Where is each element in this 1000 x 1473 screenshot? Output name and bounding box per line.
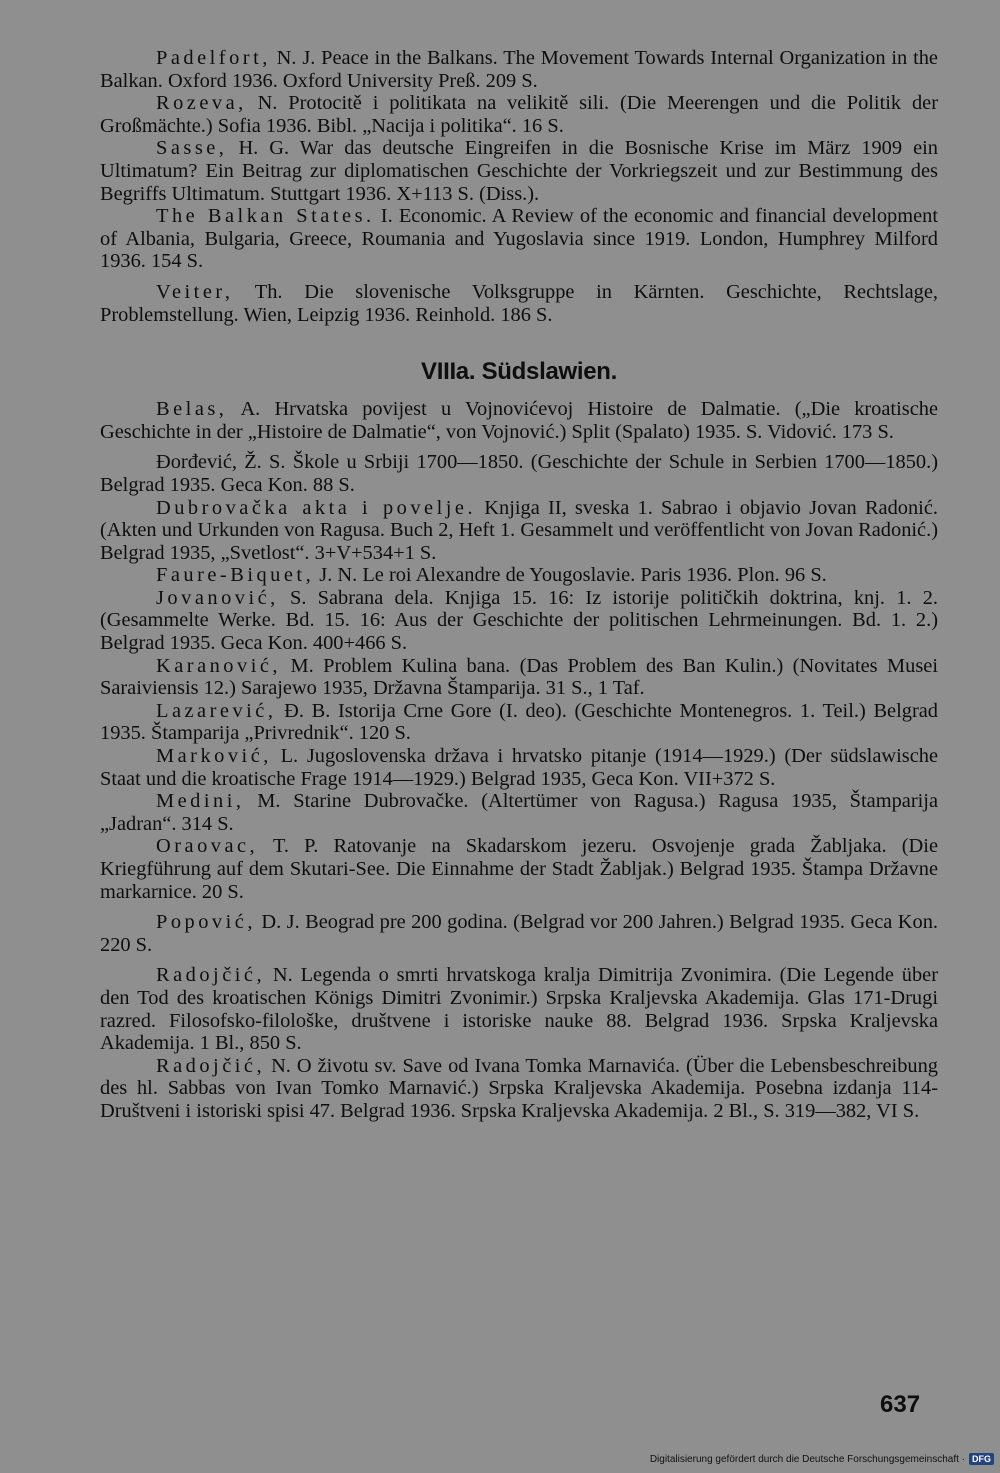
bibliography-entry [100,911,938,956]
entry-text: M. Problem Kulina bana. (Das Problem des Ban Kulin.) (Novitates Musei Saraiviensis 12.) Sarajewo 1935, Državna Štamparija. 31 S., 1 Taf. [100,654,938,700]
bibliography-entry [100,398,938,443]
entry-author: Jovanović, [156,586,279,609]
entry-author: Padelfort, [156,47,271,69]
bibliography-entry [100,281,938,326]
entry-author: Oraovac, [156,835,259,858]
entry-author: Popović, [156,911,256,934]
entry-text: L. Jugoslovenska država i hrvatsko pitanje (1914—1929.) (Der südslawische Staat und die kroatische Frage 1914—1929.) Belgrad 1935, Geca Kon. VII+372 S. [100,745,938,790]
footer-credit [650,1453,994,1465]
bibliography-list-section [100,398,938,1122]
bibliography-entry [100,92,938,137]
entry-text: Knjiga II, sveska 1. Sabrao i objavio Jovan Radonić. (Akten und Urkunden von Ragusa. Buch 2, Heft 1. Gesammelt und veröffentlicht von Jovan Radonić.) Belgrad 1935, „Svetlost“. 3+V+534+1 S. [100,496,938,564]
entry-author: Karanović, [156,654,282,677]
entry-text: T. P. Ratovanje na Skadarskom jezeru. Osvojenje grada Žabljaka. (Die Kriegführung auf dem Skutari-See. Die Einnahme der Stadt Žabljak.) Belgrad 1935. Štampa Državne markarnice. 20 S. [100,835,938,903]
entry-text: Đorđević, Ž. S. Škole u Srbiji 1700—1850. (Geschichte der Schule in Serbien 1700—1850.) Belgrad 1935. Geca Kon. 88 S. [100,451,938,496]
entry-author: The Balkan States. [156,205,375,228]
entry-author: Veiter, [156,280,234,303]
bibliography-entry [100,137,938,205]
entry-author: Radojčić, [156,1054,266,1077]
footer-text: Digitalisierung gefördert durch die Deutsche Forschungsgemeinschaft · [649,1453,965,1465]
page-content [100,47,938,1123]
entry-text: N. O životu sv. Save od Ivana Tomka Marnavića. (Über die Lebensbeschreibung des hl. Sabbas von Ivan Tomko Marnavić.) Srpska Kraljevska Akademija. Posebna izdanja 114-Društveni i istoriski spisi 47. Belgrad 1936. Srpska Kraljevska Akademija. 2 Bl., S. 319—382, VI S. [100,1054,938,1122]
dfg-logo-icon: DFG [969,1453,994,1465]
entry-author: Rozeva, [156,92,247,115]
bibliography-entry [100,497,938,565]
bibliography-entry [100,745,938,790]
entry-text: J. N. Le roi Alexandre de Yougoslavie. Paris 1936. Plon. 96 S. [314,564,827,587]
page-number: 637 [880,1391,921,1418]
entry-author: Marković, [156,745,272,768]
bibliography-entry [100,1055,938,1123]
entry-author: Sasse, [156,137,228,160]
entry-text: Th. Die slovenische Volksgruppe in Kärnten. Geschichte, Rechtslage, Problemstellung. Wien, Leipzig 1936. Reinhold. 186 S. [100,280,938,326]
entry-author: Medini, [156,790,245,813]
entry-text: A. Hrvatska povijest u Vojnovićevoj Histoire de Dalmatie. („Die kroatische Geschichte in der „Histoire de Dalmatie“, von Vojnović.) Split (Spalato) 1935. S. Vidović. 173 S. [100,398,938,443]
entry-author: Faure-Biquet, [156,564,315,587]
bibliography-entry [100,205,938,273]
bibliography-entry [100,564,938,587]
bibliography-entry [100,835,938,903]
entry-author: Lazarević, [156,699,277,722]
entry-text: M. Starine Dubrovačke. (Altertümer von Ragusa.) Ragusa 1935, Štamparija „Jadran“. 314 S. [100,790,938,835]
section-heading: VIIIa. Südslawien. [421,358,617,386]
entry-author: Dubrovačka akta i povelje. [156,496,477,519]
bibliography-entry [100,47,938,92]
bibliography-entry [100,451,938,496]
entry-author: Radojčić, [156,964,266,987]
entry-text: I. Economic. A Review of the economic and financial development of Albania, Bulgaria, Greece, Roumania and Yugoslavia since 1919. London, Humphrey Milford 1936. 154 S. [100,205,938,273]
entry-author: Belas, [156,398,228,421]
bibliography-entry [100,964,938,1054]
bibliography-entry [100,700,938,745]
entry-text: N. Legenda o smrti hrvatskoga kralja Dimitrija Zvonimira. (Die Legende über den Tod des kroatischen Königs Dimitri Zvonimir.) Srpska Kraljevska Akademija. Glas 171-Drugi razred. Filosofsko-filološke, društvene i istoriske nauke 88. Belgrad 1936. Srpska Kraljevska Akademija. 1 Bl., 850 S. [100,964,938,1055]
bibliography-entry [100,655,938,700]
entry-text: S. Sabrana dela. Knjiga 15. 16: Iz istorije političkih doktrina, knj. 1. 2. (Gesammelte Werke. Bd. 15. 16: Aus der Geschichte der politischen Lehrmeinungen. Bd. 1. 2.) Belgrad 1935. Geca Kon. 400+466 S. [100,586,938,655]
bibliography-entry [100,587,938,655]
entry-text: N. J. Peace in the Balkans. The Movement Towards Internal Organization in the Balkan. Oxford 1936. Oxford University Preß. 209 S. [100,47,938,92]
entry-text: D. J. Beograd pre 200 godina. (Belgrad vor 200 Jahren.) Belgrad 1935. Geca Kon. 220 S. [100,911,938,956]
bibliography-entry [100,790,938,835]
entry-text: H. G. War das deutsche Eingreifen in die Bosnische Krise im März 1909 ein Ultimatum? Ein Beitrag zur diplomatischen Geschichte der Vorkriegszeit und zur Bestimmung des Begriffs Ultimatum. Stuttgart 1936. X+113 S. (Diss.). [100,137,938,205]
entry-text: N. Protocitě i politikata na velikitě sili. (Die Meerengen und die Politik der Großmächte.) Sofia 1936. Bibl. „Nacija i politika“. 16 S. [100,92,938,137]
entry-text: Đ. B. Istorija Crne Gore (I. deo). (Geschichte Montenegros. 1. Teil.) Belgrad 1935. Štamparija „Privrednik“. 120 S. [100,699,938,745]
bibliography-list-top [100,47,938,326]
